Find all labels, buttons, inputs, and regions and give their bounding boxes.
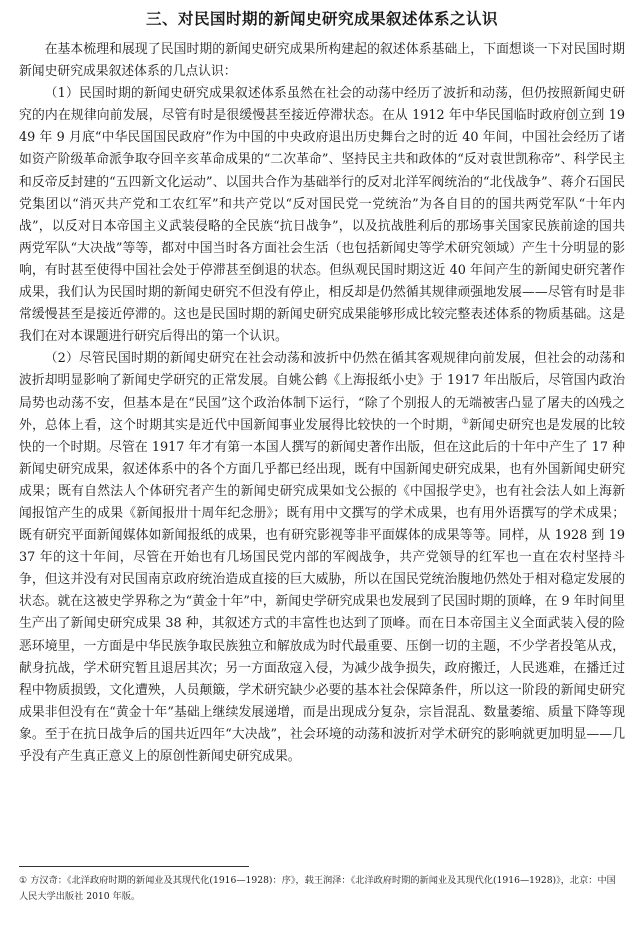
body-text — [19, 39, 625, 768]
intro-paragraph: 在基本梳理和展现了民国时期的新闻史研究成果所构建起的叙述体系基础上，下面想谈一下对民国时期新闻史研究成果叙述体系的几点认识： — [19, 42, 625, 80]
paragraph-2 — [19, 348, 625, 768]
footnote-reference[interactable]: ① — [461, 416, 470, 426]
section-heading: 三、对民国时期的新闻史研究成果叙述体系之认识 — [145, 10, 498, 28]
footnote-divider — [19, 866, 249, 867]
paragraph-2-part-2: 新闻史研究也是发展的比较快的一个时期。尽管在 1917 年才有第一本国人撰写的新闻史著作出版，但在这此后的十年中产生了 17 种新闻史研究成果，叙述体系中的各个方面几乎都已经出现，既有中国新闻史研究成果，也有外国新闻史研究成果；既有自然法人个体研究者产生的新闻史研究成果如戈公振的《中国报学史》，也有社会法人如上海新闻报馆产生的成果《新闻报卅十周年纪念册》；既有用中文撰写的学术成果，也有用外语撰写的学术成果；既有研究平面新闻媒体如新闻报纸的成果，也有研究影视等非平面媒体的成果等等。同样，从 1928 到 1937 年的这十年间，尽管在开始也有几场国民党内部的军阀战争，共产党领导的红军也一直在农村坚持斗争，但这并没有对民国南京政府统治造成直接的巨大威胁，所以在国民党统治腹地仍然处于相对稳定发展的状态。就在这被史学界称之为“黄金十年”中，新闻史学研究成果也发展到了民国时期的顶峰，在 9 年时间里生产出了新闻史研究成果 38 种，其叙述方式的丰富性也达到了顶峰。而在日本帝国主义全面武装入侵的险恶环境里，一方面是中华民族争取民族独立和解放成为时代最重要、压倒一切的主题，不少学者投笔从戎，献身抗战，学术研究暂且退居其次；另一方面敌寇入侵，为减少战争损失，政府搬迁，人民逃难，在播迁过程中物质损毁，文化遭殃，人员颠簸，学术研究缺少必要的基本社会保障条件，所以这一阶段的新闻史研究成果非但没有在“黄金十年”基础上继续发展递增，而是出现成分复杂，宗旨混乱、数量萎缩、质量下降等现象。至于在抗日战争后的国共近四年“大决战”，社会环境的动荡和波折对学术研究的影响就更加明显——几乎没有产生真正意义上的原创性新闻史研究成果。 — [19, 417, 626, 764]
footnote-mark: ① — [19, 875, 28, 886]
footnote — [19, 873, 625, 905]
paragraph-1: （1）民国时期的新闻史研究成果叙述体系虽然在社会的动荡中经历了波折和动荡，但仍按照新闻史研究的内在规律向前发展，尽管有时是很缓慢甚至接近停滞状态。在从 1912 年中华民国临时政府创立到 1949 年 9 月底“中华民国国民政府”作为中国的中央政府退出历史舞台之时的近 40 年间，中国社会经历了诸如资产阶级革命派争取夺回辛亥革命成果的“二次革命”、坚持民主共和政体的“反对袁世凯称帝”、科学民主和反帝反封建的“五四新文化运动”、以国共合作为基础举行的反对北洋军阀统治的“北伐战争”、蒋介石国民党集团以“消灭共产党和工农红军”和共产党以“反对国民党一党统治”为各自目的的国共两党军队“十年内战”，以反对日本帝国主义武装侵略的全民族“抗日战争”，以及抗战胜利后的那场事关国家民族前途的国共两党军队“大决战”等等，都对中国当时各方面社会生活（也包括新闻史等学术研究领域）产生十分明显的影响，有时甚至使得中国社会处于停滞甚至倒退的状态。但纵观民国时期这近 40 年间产生的新闻史研究著作成果，我们认为民国时期的新闻史研究不但没有停止，相反却是仍然循其规律顽强地发展——尽管有时是非常缓慢甚至是接近停滞的。这也是民国时期的新闻史研究成果能够形成比较完整表述体系的物质基础。这是我们在对本课题进行研究后得出的第一个认识。 — [19, 86, 625, 345]
paragraph-2-part-1: （2）尽管民国时期的新闻史研究在社会动荡和波折中仍然在循其客观规律向前发展，但社会的动荡和波折却明显影响了新闻史学研究的正常发展。自姚公鹤《上海报纸小史》于 1917 年出版后，尽管国内政治局势也动荡不安，但基本是在“民国”这个政治体制下运行，“除了个别报人的无端被害凸显了屠夫的凶残之外，总体上看，这个时期其实是近代中国新闻事业发展得比较快的一个时期， — [19, 351, 625, 433]
footnote-text: 方汉奇：《北洋政府时期的新闻业及其现代化(1916—1928)：序》，载王润泽：《北洋政府时期的新闻业及其现代化(1916—1928)》，北京：中国人民大学出版社 2010 年版。 — [19, 875, 616, 902]
